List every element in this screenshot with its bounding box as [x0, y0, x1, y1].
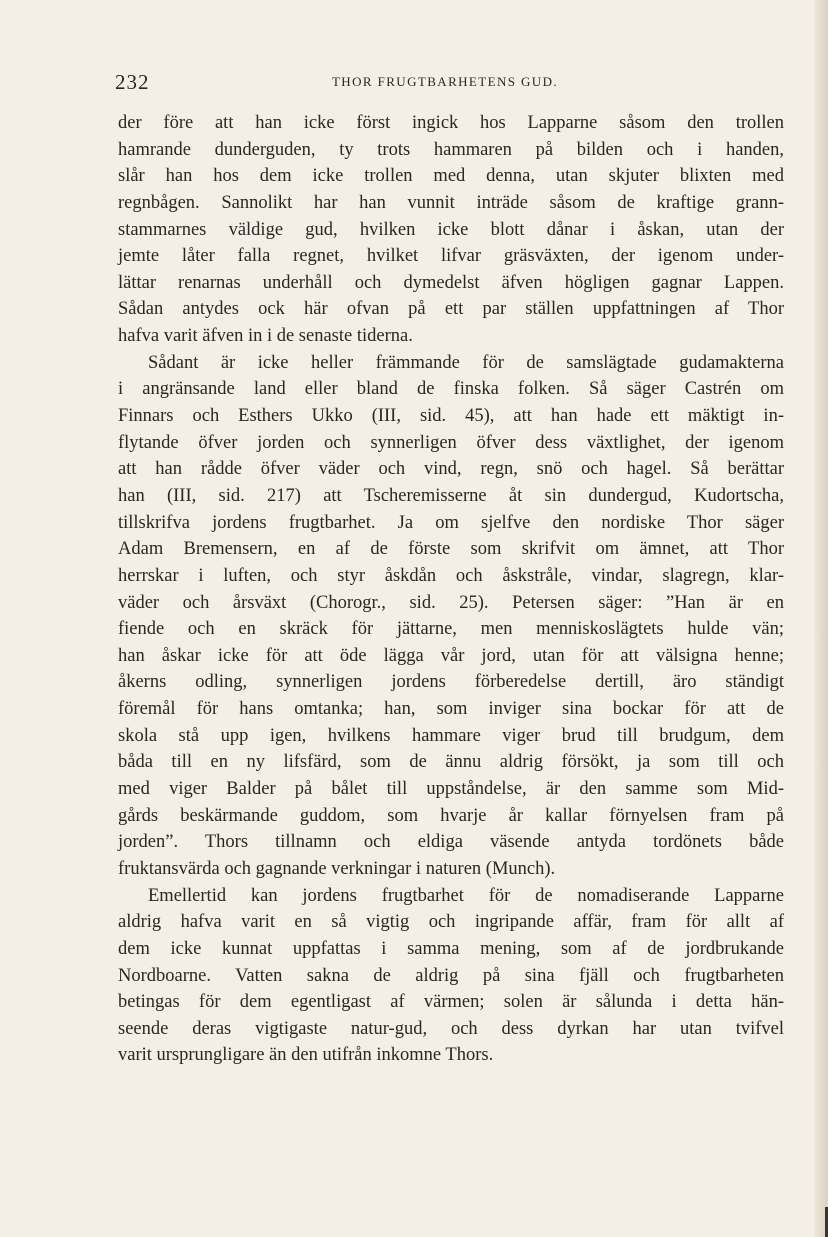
- text-line: regnbågen. Sannolikt har han vunnit inträde såsom de kraftige grann-: [118, 192, 784, 213]
- text-line: hafva varit äfven in i de senaste tiderna.: [118, 326, 413, 347]
- text-line: Emellertid kan jordens frugtbarhet för de nomadiserande Lapparne: [148, 885, 784, 906]
- page-number: 232: [115, 70, 150, 94]
- text-line: han åskar icke för att öde lägga vår jord, utan för att välsigna henne;: [118, 645, 784, 666]
- text-line: der före att han icke först ingick hos Lapparne såsom den trollen: [118, 113, 784, 133]
- text-line: att han rådde öfver väder och vind, regn, snö och hagel. Så berättar: [118, 459, 784, 480]
- text-line: i angränsande land eller bland de finska folken. Så säger Castrén om: [118, 379, 784, 400]
- text-line: flytande öfver jorden och synnerligen öfver dess växtlighet, der igenom: [118, 432, 784, 453]
- text-line: båda till en ny lifsfärd, som de ännu aldrig försökt, ja som till och: [118, 752, 784, 773]
- text-line: fruktansvärda och gagnande verkningar i naturen (Munch).: [118, 858, 556, 879]
- text-line: lättar renarnas underhåll och dymedelst äfven högligen gagnar Lappen.: [118, 272, 784, 293]
- text-line: fiende och en skräck för jättarne, men menniskoslägtets hulde vän;: [118, 619, 784, 640]
- text-line: jorden”. Thors tillnamn och eldiga väsende antyda tordönets både: [118, 832, 784, 853]
- text-line: åkerns odling, synnerligen jordens förberedelse dertill, äro ständigt: [118, 672, 784, 693]
- text-line: med viger Balder på bålet till uppståndelse, är den samme som Mid-: [118, 779, 784, 800]
- text-line: hamrande dunderguden, ty trots hammaren på bilden och i handen,: [118, 139, 784, 160]
- text-line: Sådan antydes ock här ofvan på ett par ställen uppfattningen af Thor: [118, 299, 784, 320]
- text-line: seende deras vigtigaste natur-gud, och dess dyrkan har utan tvifvel: [118, 1018, 784, 1039]
- text-line: aldrig hafva varit en så vigtig och ingripande affär, fram för allt af: [118, 912, 784, 933]
- page-header: [115, 70, 775, 94]
- body-text: [118, 110, 784, 1069]
- text-line: Nordboarne. Vatten sakna de aldrig på sina fjäll och frugtbarheten: [118, 965, 784, 986]
- text-line: skola stå upp igen, hvilkens hammare viger brud till brudgum, dem: [118, 725, 784, 746]
- text-line: herrskar i luften, och styr åskdån och åskstråle, vindar, slagregn, klar-: [118, 565, 784, 586]
- text-line: Adam Bremensern, en af de förste som skrifvit om ämnet, att Thor: [118, 539, 784, 560]
- text-line: Finnars och Esthers Ukko (III, sid. 45), att han hade ett mäktigt in-: [118, 406, 784, 427]
- text-line: väder och årsväxt (Chorogr., sid. 25). Petersen säger: ”Han är en: [118, 592, 784, 613]
- text-line: föremål för hans omtanka; han, som inviger sina bockar för att de: [118, 699, 784, 720]
- text-line: dem icke kunnat uppfattas i samma mening, som af de jordbrukande: [118, 938, 784, 959]
- text-line: han (III, sid. 217) att Tscheremisserne åt sin dundergud, Kudortscha,: [118, 485, 784, 506]
- text-line: tillskrifva jordens frugtbarhet. Ja om sjelfve den nordiske Thor säger: [118, 512, 784, 533]
- text-line: varit ursprungligare än den utifrån inkomne Thors.: [118, 1045, 494, 1066]
- running-head: THOR FRUGTBARHETENS GUD.: [331, 74, 559, 89]
- page-edge: [814, 0, 828, 1237]
- text-line: slår han hos dem icke trollen med denna, utan skjuter blixten med: [118, 166, 784, 187]
- text-line: betingas för dem egentligast af värmen; solen är sålunda i detta hän-: [118, 992, 784, 1013]
- text-line: stammarnes väldige gud, hvilken icke blott dånar i åskan, utan der: [118, 219, 784, 240]
- text-line: Sådant är icke heller främmande för de samslägtade gudamakterna: [148, 352, 784, 373]
- text-line: gårds beskärmande guddom, som hvarje år kallar förnyelsen fram på: [118, 805, 784, 826]
- text-line: jemte låter falla regnet, hvilket lifvar gräsväxten, der igenom under-: [118, 246, 784, 267]
